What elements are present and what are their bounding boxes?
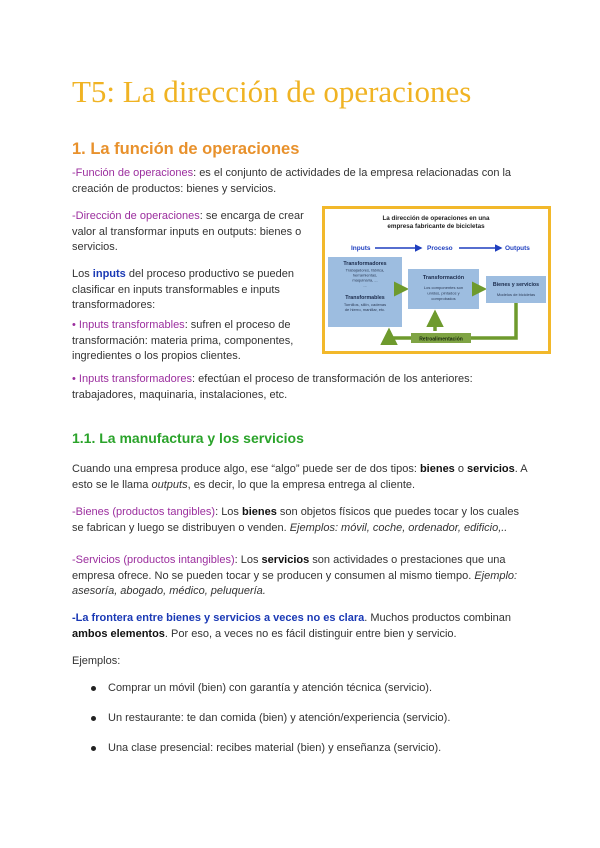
transformadores-body-2: herramientas, [352,272,378,278]
frontera-b: . Por eso, a veces no es fácil distinguir entre bien y servicio. [164,627,457,640]
transformacion-body-1: Los componentes son [423,285,464,290]
intro-servicios: servicios [467,463,515,475]
feedback-line-left [389,331,411,338]
bienes-body: Modelos de bicicletas [496,292,536,297]
intro-o: o [454,463,468,475]
example-text: Una clase presencial: recibes material (bien) y enseñanza (servicio). [108,742,442,754]
outputs-label: Outputs [505,245,530,252]
bienes-paragraph [72,505,532,536]
list-item [72,711,532,726]
subsection-heading: 1.1. La manufactura y los servicios [72,430,304,446]
intro-outputs: outputs [151,478,188,491]
intro-b: . A esto se le llama [72,463,527,491]
intro-c: , es decir, lo que la empresa entrega al cliente. [187,478,416,491]
frontera-bold: ambos elementos [72,627,165,640]
servicios-b: son actividades o prestaciones que una empresa ofrece. No se pueden tocar y se producen y consumen al mismo tiempo. [72,554,506,582]
frontera-a: . Muchos productos combinan [364,612,512,624]
bullet-icon [91,686,96,691]
bullet-icon [91,716,96,721]
transformadores-body-1: Trabajadores, fábrica, [345,267,385,273]
servicios-a: : Los [234,554,262,566]
inputs-text: del proceso productivo se pueden clasificar en inputs transformables e inputs transformadores: [72,268,294,311]
bienes-term: -Bienes (productos tangibles) [72,506,216,518]
intro-bienes: bienes [419,463,455,475]
funcion-paragraph [72,166,532,197]
servicios-example: Ejemplo: asesoría, abogado, médico, peluquería. [72,569,518,597]
diagram-svg [325,209,548,351]
examples-list [72,681,532,771]
transformadores-text: : efectúan el proceso de transformación de los anteriores: trabajadores, maquinaria, instalaciones, etc. [72,373,473,401]
inputs-pre: Los [72,268,93,280]
inputs-paragraph [72,267,312,314]
transformacion-title: Transformación [422,275,465,281]
direccion-paragraph [72,209,312,256]
transformables-title: Transformables [345,295,385,301]
section-heading: 1. La función de operaciones [72,140,300,158]
transformables-paragraph [72,318,307,365]
example-text: Un restaurante: te dan comida (bien) y atención/experiencia (servicio). [108,712,451,724]
direccion-text: : se encarga de crear valor al transformar inputs en outputs: bienes o servicios. [72,210,304,253]
servicios-paragraph [72,553,532,600]
list-item [72,681,532,696]
inputs-label: Inputs [351,245,371,252]
page-title: T5: La dirección de operaciones [72,74,472,109]
list-item [72,741,532,756]
transformadores-paragraph [72,372,532,403]
bienes-box [486,276,546,303]
transformacion-body-2: unidos, pintados y [427,290,460,296]
transformadores-body-3: maquinaria, ... [352,277,378,283]
direccion-term: -Dirección de operaciones [72,210,200,222]
transformables-text: : sufren el proceso de transformación: materia prima, componentes, ingredientes o los propios clientes. [72,319,294,362]
transformadores-term: • Inputs transformadores [72,373,193,385]
ejemplos-label: Ejemplos: [72,655,121,667]
funcion-term: -Función de operaciones [72,167,194,179]
diagram-title-line2: empresa fabricante de bicicletas [387,223,485,230]
transformadores-body-4: ... [363,282,367,288]
transformables-term: • Inputs transformables [72,319,185,331]
transformables-body-1: Tornillos, sillín, cadenas [343,302,387,307]
transformadores-title: Transformadores [343,261,387,267]
bienes-bold: bienes [241,506,277,518]
retro-label: Retroalimentación [419,336,463,343]
operations-diagram [322,206,551,354]
servicios-term: -Servicios (productos intangibles) [72,554,235,566]
bienes-example: Ejemplos: móvil, coche, ordenador, edificio,.. [289,521,508,534]
example-text: Comprar un móvil (bien) con garantía y atención técnica (servicio). [108,682,433,694]
frontera-term: -La frontera entre bienes y servicios a veces no es clara [72,612,365,624]
transformables-body-2: de hierro, manillar, etc. [344,307,386,312]
intro-a: Cuando una empresa produce algo, ese “algo” puede ser de dos tipos: [72,463,420,475]
bullet-icon [91,746,96,751]
proceso-label: Proceso [427,245,453,252]
frontera-paragraph [72,611,532,642]
intro-paragraph [72,462,532,493]
bienes-b: son objetos físicos que puedes tocar y los cuales se fabrican y luego se distribuyen o venden. [72,506,519,534]
bienes-a: : Los [215,506,242,518]
diagram-title-line1: La dirección de operaciones en una [382,215,490,222]
funcion-text: : es el conjunto de actividades de la empresa relacionadas con la creación de productos: bienes y servicios. [72,167,512,195]
servicios-bold: servicios [261,554,310,566]
bienes-title: Bienes y servicios [492,282,540,288]
transformacion-body-3: comprobados [431,296,456,301]
inputs-word: inputs [92,268,126,280]
